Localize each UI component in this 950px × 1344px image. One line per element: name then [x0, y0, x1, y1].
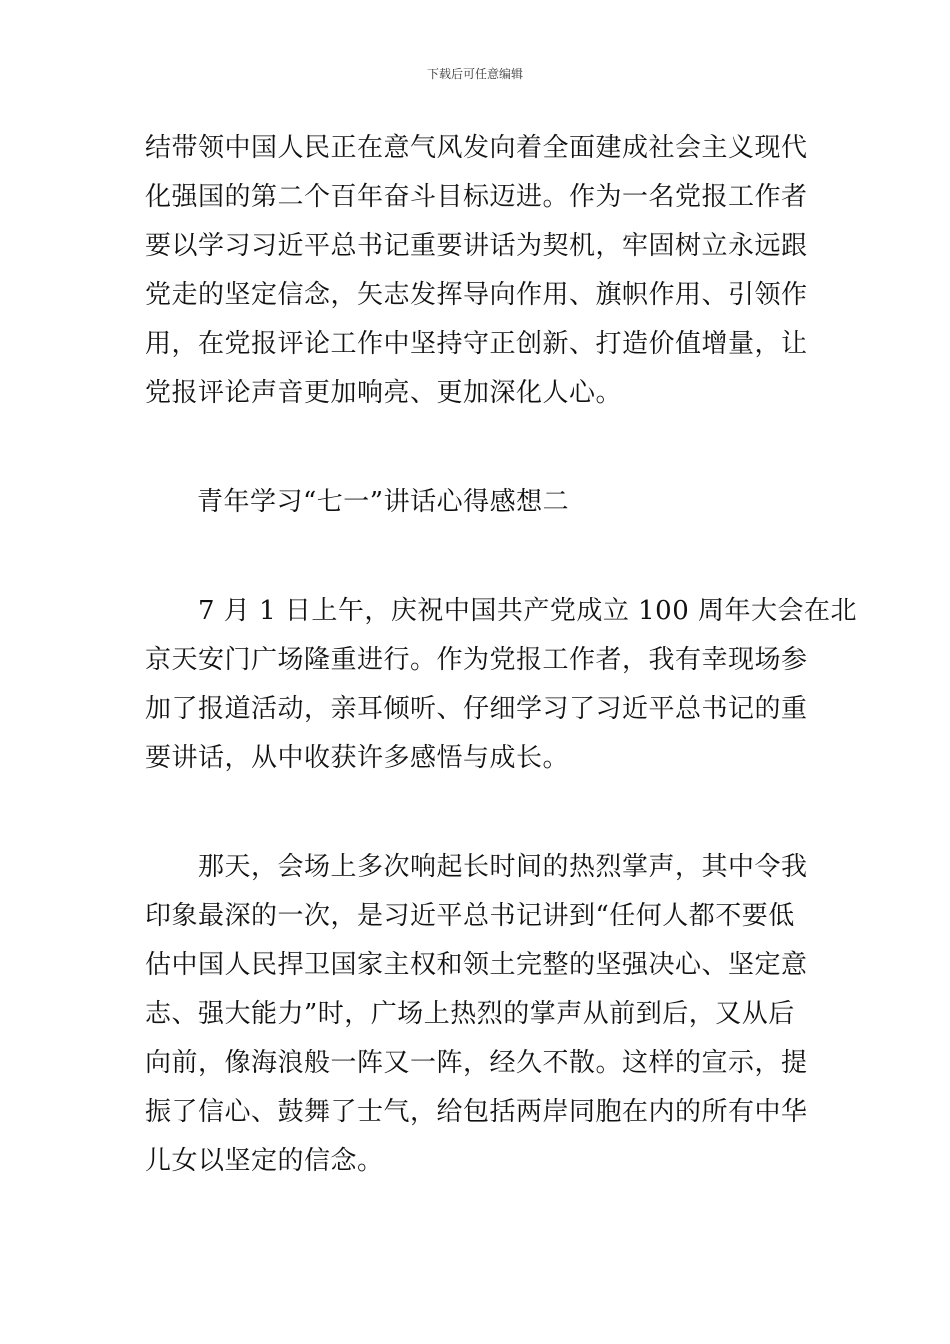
section-title: 青年学习“七一”讲话心得感想二	[197, 487, 570, 517]
paragraph-line: 要讲话，从中收获许多感悟与成长。	[145, 743, 570, 773]
paragraph-line: 儿女以坚定的信念。	[145, 1146, 384, 1176]
paragraph-spacer	[145, 783, 815, 843]
paragraph-line: 志、强大能力”时，广场上热烈的掌声从前到后，又从后	[145, 999, 795, 1029]
paragraph-line: 印象最深的一次，是习近平总书记讲到“任何人都不要低	[145, 901, 795, 931]
page-header-note: 下载后可任意编辑	[426, 67, 523, 81]
paragraph-line: 加了报道活动，亲耳倾听、仔细学习了习近平总书记的重	[145, 694, 808, 724]
paragraph-2	[145, 587, 858, 783]
document-body	[145, 124, 858, 1186]
paragraph-line: 7 月 1 日上午，庆祝中国共产党成立 100 周年大会在北	[145, 596, 858, 626]
paragraph-spacer	[145, 527, 815, 587]
paragraph-line: 用，在党报评论工作中坚持守正创新、打造价值增量，让	[145, 329, 808, 359]
paragraph-spacer	[145, 418, 815, 478]
paragraph-line: 党走的坚定信念，矢志发挥导向作用、旗帜作用、引领作	[145, 280, 808, 310]
paragraph-line: 振了信心、鼓舞了士气，给包括两岸同胞在内的所有中华	[145, 1097, 808, 1127]
paragraph-line: 党报评论声音更加响亮、更加深化人心。	[145, 378, 623, 408]
paragraph-line: 要以学习习近平总书记重要讲话为契机，牢固树立永远跟	[145, 231, 808, 261]
paragraph-line: 结带领中国人民正在意气风发向着全面建成社会主义现代	[145, 133, 808, 163]
paragraph-line: 那天，会场上多次响起长时间的热烈掌声，其中令我	[145, 852, 808, 882]
paragraph-3	[145, 843, 815, 1186]
paragraph-line: 估中国人民捍卫国家主权和领土完整的坚强决心、坚定意	[145, 950, 808, 980]
paragraph-line: 京天安门广场隆重进行。作为党报工作者，我有幸现场参	[145, 645, 808, 675]
paragraph-1	[145, 124, 815, 418]
paragraph-line: 化强国的第二个百年奋斗目标迈进。作为一名党报工作者	[145, 182, 808, 212]
paragraph-line: 向前，像海浪般一阵又一阵，经久不散。这样的宣示，提	[145, 1048, 808, 1078]
